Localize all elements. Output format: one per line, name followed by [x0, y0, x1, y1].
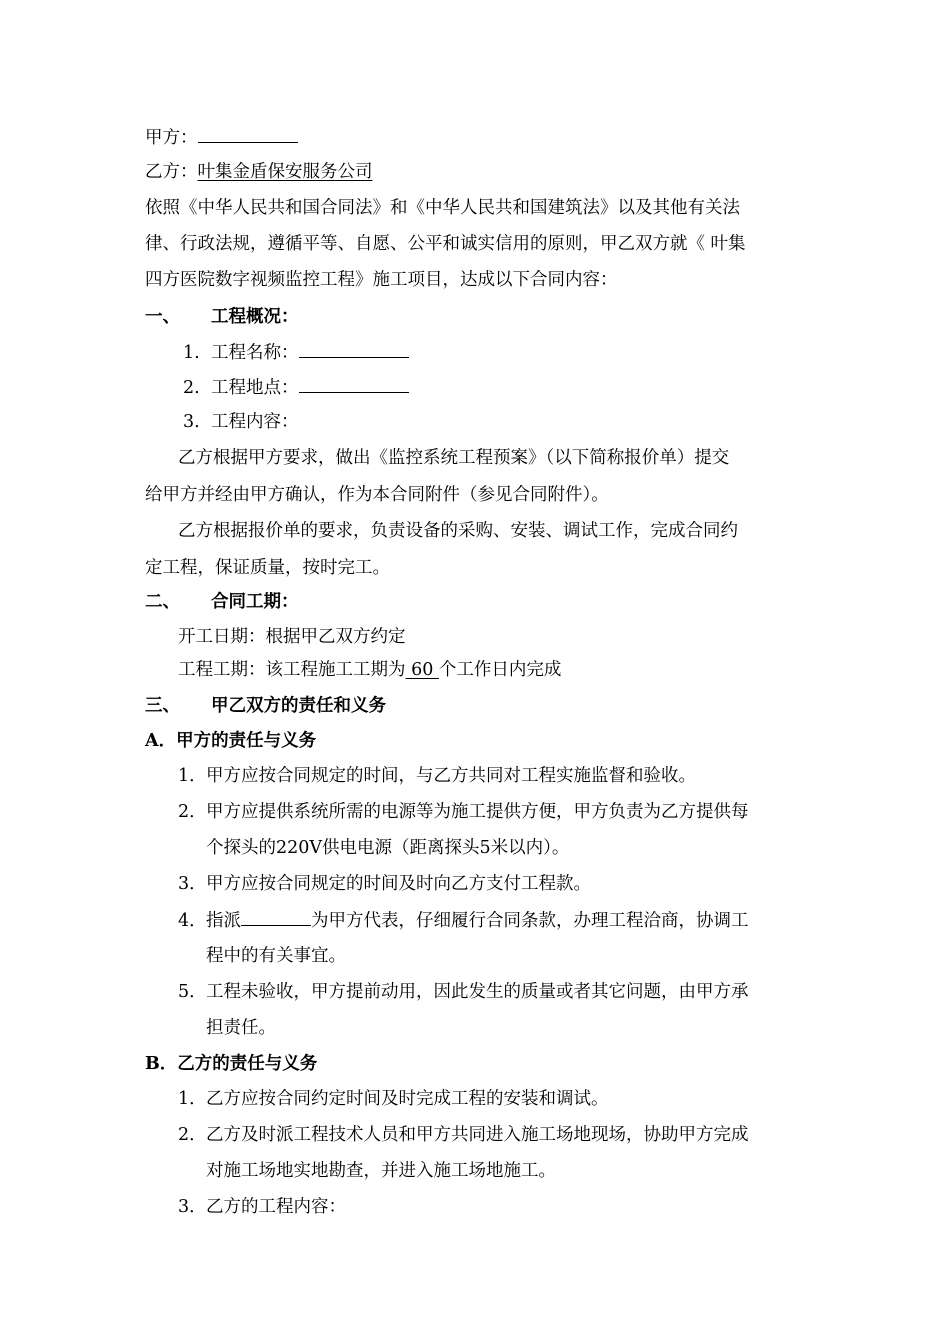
b-item-3 — [178, 1195, 346, 1219]
s1-item-3-num: 3. — [183, 412, 200, 432]
section-1-heading — [145, 305, 299, 329]
party-b-label: 乙方： — [145, 162, 198, 182]
s1-item-1-num: 1. — [183, 343, 200, 363]
party-a-blank — [198, 125, 298, 143]
s1-item-1-label: 工程名称： — [211, 343, 299, 363]
a-item-4-num: 4． — [178, 911, 207, 931]
party-b-line — [145, 160, 373, 184]
section-2-heading — [145, 590, 299, 614]
b-item-2 — [178, 1123, 749, 1147]
party-a-duties-title: A．甲方的责任与义务 — [145, 731, 317, 751]
a-item-1 — [178, 764, 696, 788]
section-3-heading — [145, 694, 386, 718]
b-item-3-num: 3． — [178, 1197, 207, 1217]
intro-line-2: 律、行政法规，遵循平等、自愿、公平和诚实信用的原则，甲乙双方就《 叶集 — [145, 234, 746, 254]
a-item-3-num: 3． — [178, 874, 207, 894]
a-item-2-num: 2． — [178, 802, 207, 822]
s1-item-2-label: 工程地点： — [211, 378, 299, 398]
a-item-4-post: 为甲方代表，仔细履行合同条款，办理工程洽商，协调工 — [311, 911, 749, 931]
a-item-2 — [178, 800, 749, 824]
section-1-title: 工程概况： — [211, 307, 299, 327]
a-item-3 — [178, 872, 591, 896]
a-item-1-text: 甲方应按合同规定的时间，与乙方共同对工程实施监督和验收。 — [206, 766, 696, 786]
s1-para1-line-2: 给甲方并经由甲方确认，作为本合同附件（参见合同附件）。 — [145, 485, 609, 505]
s1-para2-line-2: 定工程，保证质量，按时完工。 — [145, 558, 390, 578]
s1-item-1 — [183, 340, 409, 365]
b-item-2-cont: 对施工场地实地勘查，并进入施工场地施工。 — [206, 1161, 556, 1181]
a-item-5-text: 工程未验收，甲方提前动用，因此发生的质量或者其它问题，由甲方承 — [206, 982, 749, 1002]
b-item-2-text: 乙方及时派工程技术人员和甲方共同进入施工场地现场，协助甲方完成 — [206, 1125, 749, 1145]
a-item-5 — [178, 980, 749, 1004]
section-3-num: 三、 — [145, 696, 180, 716]
a-item-4-pre: 指派 — [206, 911, 241, 931]
intro-line-1: 依照《中华人民共和国合同法》和《中华人民共和国建筑法》以及其他有关法 — [145, 198, 740, 218]
a-item-3-text: 甲方应按合同规定的时间及时向乙方支付工程款。 — [206, 874, 591, 894]
party-a-label: 甲方： — [145, 128, 198, 148]
period-post: 个工作日内完成 — [438, 660, 562, 680]
party-b-duties-title: B．乙方的责任与义务 — [145, 1054, 318, 1074]
s1-item-2-num: 2. — [183, 378, 200, 398]
s1-item-2 — [183, 375, 409, 400]
party-b-name: 叶集金盾保安服务公司 — [197, 162, 373, 182]
b-item-3-text: 乙方的工程内容： — [206, 1197, 346, 1217]
b-item-1-text: 乙方应按合同约定时间及时完成工程的安装和调试。 — [206, 1089, 609, 1109]
s1-para1-line-1: 乙方根据甲方要求，做出《监控系统工程预案》（以下简称报价单）提交 — [178, 448, 730, 468]
period-days: 60 — [405, 660, 439, 680]
a-item-5-num: 5． — [178, 982, 207, 1002]
period-pre: 工程工期：该工程施工工期为 — [178, 660, 406, 680]
a-item-4 — [178, 908, 749, 933]
b-item-1 — [178, 1087, 609, 1111]
section-1-num: 一、 — [145, 307, 180, 327]
s1-item-3 — [183, 410, 299, 434]
b-item-2-num: 2． — [178, 1125, 207, 1145]
a-item-4-cont: 程中的有关事宜。 — [206, 946, 346, 966]
representative-blank — [241, 908, 311, 926]
a-item-2-cont: 个探头的220V供电电源（距离探头5米以内）。 — [206, 838, 570, 858]
intro-line-3: 四方医院数字视频监控工程》施工项目，达成以下合同内容： — [145, 270, 618, 290]
project-location-blank — [299, 375, 409, 393]
s1-item-3-label: 工程内容： — [211, 412, 299, 432]
section-2-num: 二、 — [145, 592, 180, 612]
start-date-line: 开工日期：根据甲乙双方约定 — [178, 627, 406, 647]
period-line — [178, 658, 561, 682]
section-2-title: 合同工期： — [211, 592, 299, 612]
a-item-5-cont: 担责任。 — [206, 1018, 276, 1038]
section-3-title: 甲乙双方的责任和义务 — [211, 696, 386, 716]
b-item-1-num: 1． — [178, 1089, 207, 1109]
a-item-2-text: 甲方应提供系统所需的电源等为施工提供方便，甲方负责为乙方提供每 — [206, 802, 749, 822]
party-a-line — [145, 125, 298, 150]
a-item-1-num: 1． — [178, 766, 207, 786]
s1-para2-line-1: 乙方根据报价单的要求，负责设备的采购、安装、调试工作，完成合同约 — [178, 521, 738, 541]
project-name-blank — [299, 340, 409, 358]
